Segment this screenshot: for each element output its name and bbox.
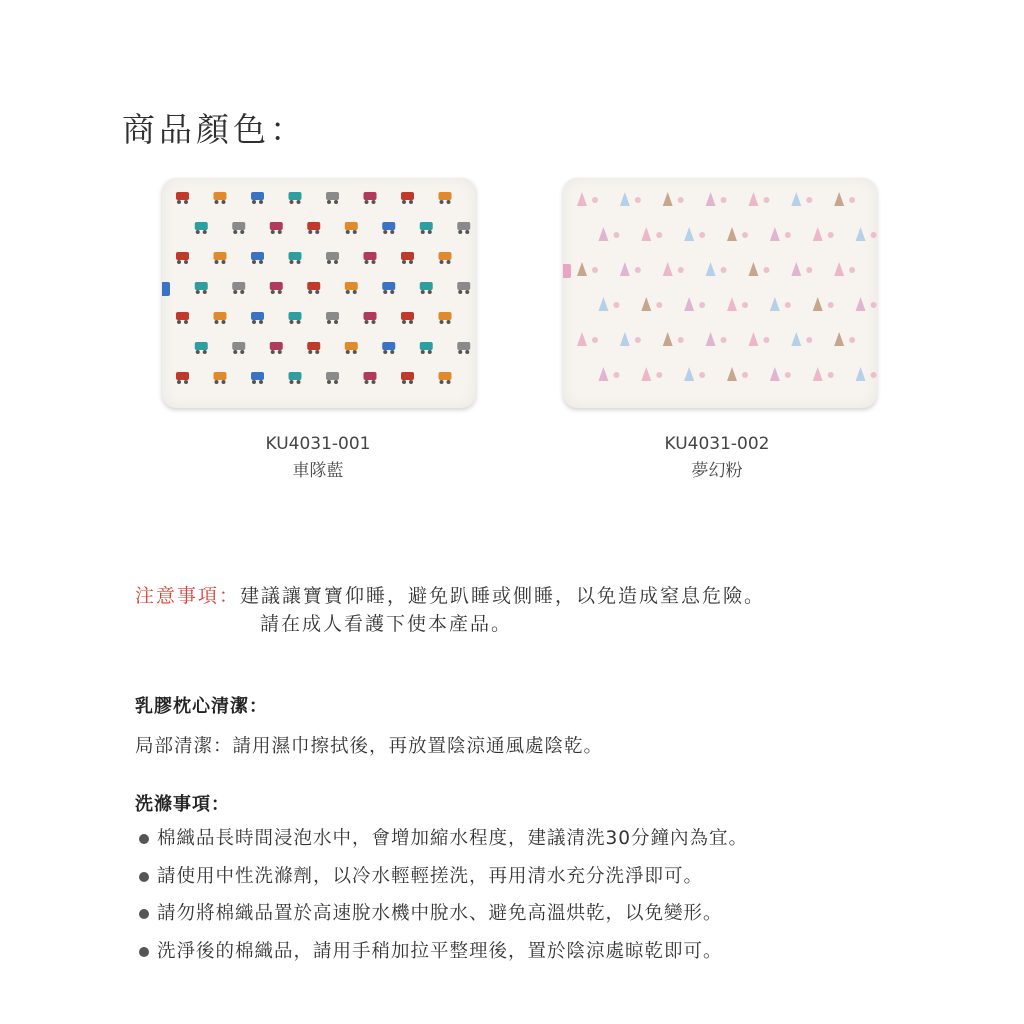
vehicle-motif (307, 222, 320, 234)
castle-motif (856, 367, 877, 381)
fabric-tag (563, 264, 571, 278)
vehicle-motif (364, 252, 377, 264)
castle-motif (727, 297, 748, 311)
vehicle-motif (439, 192, 452, 204)
castle-motif (770, 297, 791, 311)
product-1-name: 車隊藍 (292, 461, 344, 481)
vehicle-motif (176, 372, 189, 384)
castle-motif (748, 332, 769, 346)
castle-motif (770, 227, 791, 241)
castle-motif (684, 297, 705, 311)
vehicle-motif (457, 222, 470, 234)
vehicle-motif (214, 192, 227, 204)
vehicle-motif (345, 222, 358, 234)
vehicle-motif (345, 342, 358, 354)
latex-care-title: 乳膠枕心清潔： (135, 696, 268, 717)
vehicle-motif (364, 192, 377, 204)
bullet-icon (139, 834, 149, 844)
vehicle-motif (420, 222, 433, 234)
castle-motif (663, 192, 684, 206)
product-1-label (208, 431, 428, 485)
castle-motif (813, 367, 834, 381)
product-image-blue-vehicles (162, 178, 476, 408)
bullet-icon (139, 872, 149, 882)
safety-notice (135, 582, 765, 638)
vehicle-motif (457, 282, 470, 294)
product-2-name: 夢幻粉 (691, 461, 743, 481)
vehicle-motif (270, 222, 283, 234)
vehicle-motif (289, 372, 302, 384)
vehicle-motif (270, 282, 283, 294)
latex-care-text: 局部清潔：請用濕巾擦拭後，再放置陰涼通風處陰乾。 (135, 736, 604, 757)
fabric-tag (162, 282, 170, 296)
vehicle-motif (195, 282, 208, 294)
vehicle-motif (382, 342, 395, 354)
castle-motif (856, 297, 877, 311)
list-item: 請勿將棉織品置於高速脫水機中脫水、避免高溫烘乾，以免變形。 (135, 901, 748, 939)
castle-motif (598, 297, 619, 311)
notice-line-1: 建議讓寶寶仰睡，避免趴睡或側睡，以免造成窒息危險。 (240, 585, 766, 607)
vehicle-motif (195, 222, 208, 234)
castle-motif (727, 227, 748, 241)
vehicle-motif (270, 342, 283, 354)
vehicle-motif (176, 252, 189, 264)
vehicle-motif (307, 282, 320, 294)
castle-motif (663, 332, 684, 346)
castle-motif (684, 367, 705, 381)
castle-motif (706, 332, 727, 346)
vehicle-pattern (162, 178, 476, 408)
vehicle-motif (251, 192, 264, 204)
castle-motif (748, 262, 769, 276)
vehicle-motif (457, 342, 470, 354)
castle-motif (770, 367, 791, 381)
castle-motif (706, 262, 727, 276)
castle-motif (791, 332, 812, 346)
castle-motif (684, 227, 705, 241)
vehicle-motif (326, 252, 339, 264)
list-item: 請使用中性洗滌劑，以冷水輕輕搓洗，再用清水充分洗淨即可。 (135, 864, 748, 902)
castle-motif (791, 262, 812, 276)
vehicle-motif (326, 372, 339, 384)
vehicle-motif (401, 372, 414, 384)
vehicle-motif (195, 342, 208, 354)
product-1-code: KU4031-001 (265, 434, 371, 454)
washing-list (135, 826, 748, 976)
castle-motif (598, 367, 619, 381)
castle-motif (727, 367, 748, 381)
product-2-label (607, 431, 827, 485)
castle-motif (834, 192, 855, 206)
castle-motif (813, 297, 834, 311)
castle-pattern (563, 178, 877, 408)
vehicle-motif (401, 192, 414, 204)
bullet-icon (139, 909, 149, 919)
vehicle-motif (232, 282, 245, 294)
vehicle-motif (176, 312, 189, 324)
vehicle-motif (251, 372, 264, 384)
castle-motif (577, 262, 598, 276)
vehicle-motif (289, 312, 302, 324)
vehicle-motif (401, 312, 414, 324)
castle-motif (598, 227, 619, 241)
castle-motif (791, 192, 812, 206)
page-title: 商品顏色： (122, 110, 307, 150)
vehicle-motif (232, 342, 245, 354)
list-item: 洗淨後的棉織品，請用手稍加拉平整理後，置於陰涼處晾乾即可。 (135, 939, 748, 977)
vehicle-motif (214, 312, 227, 324)
washing-title: 洗滌事項： (135, 794, 230, 815)
castle-motif (641, 297, 662, 311)
castle-motif (620, 332, 641, 346)
vehicle-motif (364, 312, 377, 324)
castle-motif (748, 192, 769, 206)
castle-motif (834, 262, 855, 276)
vehicle-motif (251, 312, 264, 324)
castle-motif (620, 262, 641, 276)
vehicle-motif (232, 222, 245, 234)
vehicle-motif (289, 192, 302, 204)
vehicle-motif (289, 252, 302, 264)
castle-motif (577, 332, 598, 346)
vehicle-motif (439, 372, 452, 384)
vehicle-motif (307, 342, 320, 354)
vehicle-motif (176, 192, 189, 204)
castle-motif (706, 192, 727, 206)
product-image-pink-dream (563, 178, 877, 408)
castle-motif (641, 367, 662, 381)
castle-motif (577, 192, 598, 206)
vehicle-motif (214, 252, 227, 264)
vehicle-motif (401, 252, 414, 264)
vehicle-motif (382, 282, 395, 294)
vehicle-motif (214, 372, 227, 384)
vehicle-motif (251, 252, 264, 264)
vehicle-motif (364, 372, 377, 384)
castle-motif (663, 262, 684, 276)
vehicle-motif (439, 312, 452, 324)
vehicle-motif (439, 252, 452, 264)
notice-line-2: 請在成人看護下使本產品。 (260, 613, 513, 635)
castle-motif (834, 332, 855, 346)
vehicle-motif (326, 312, 339, 324)
vehicle-motif (326, 192, 339, 204)
castle-motif (856, 227, 877, 241)
vehicle-motif (420, 342, 433, 354)
bullet-icon (139, 947, 149, 957)
vehicle-motif (420, 282, 433, 294)
product-2-code: KU4031-002 (664, 434, 770, 454)
castle-motif (620, 192, 641, 206)
castle-motif (813, 227, 834, 241)
vehicle-motif (345, 282, 358, 294)
vehicle-motif (382, 222, 395, 234)
notice-label: 注意事項： (135, 585, 241, 607)
castle-motif (641, 227, 662, 241)
list-item: 棉織品長時間浸泡水中，會增加縮水程度，建議清洗30分鐘內為宜。 (135, 826, 748, 864)
